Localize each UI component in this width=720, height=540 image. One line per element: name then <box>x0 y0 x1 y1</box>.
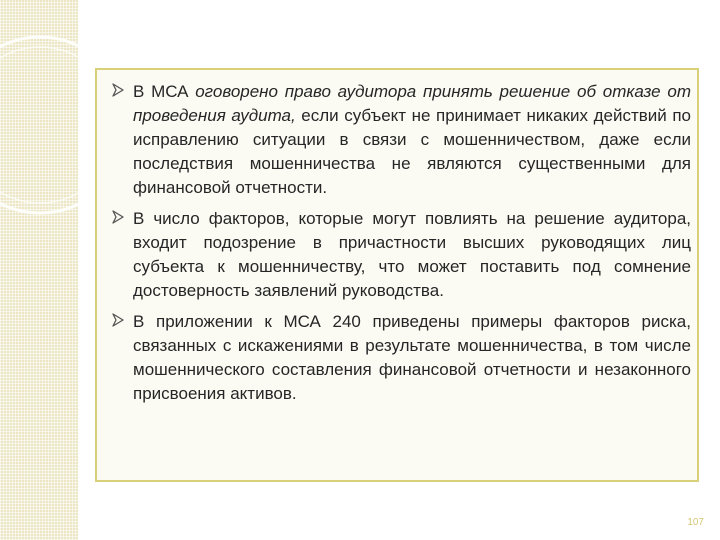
bullet-item-1 <box>111 80 691 200</box>
arrow-bullet-icon <box>111 210 125 224</box>
bullet-text-1: В МСА оговорено право аудитора принять решение об отказе от проведения аудита, если субъект не принимает никаких действий по исправлению ситуации в связи с мошенничеством, даже если последствия мошенничества не являются существенными для финансовой отчетности. <box>133 82 691 197</box>
bullet-item-2 <box>111 207 691 303</box>
bullet-list <box>111 80 691 413</box>
arrow-bullet-icon <box>111 313 125 327</box>
content-box <box>95 68 699 482</box>
arrow-bullet-icon <box>111 83 125 97</box>
bullet-item-3 <box>111 310 691 406</box>
bullet-text-3: В приложении к МСА 240 приведены примеры факторов риска, связанных с искажениями в результате мошенничества, в том числе мошеннического составления финансовой отчетности и незаконного присвоения активов. <box>133 312 691 403</box>
page-number: 107 <box>687 517 704 528</box>
bullet-text-2: В число факторов, которые могут повлиять на решение аудитора, входит подозрение в причастности высших руководящих лиц субъекта к мошенничеству, что может поставить под сомнение достоверность заявлений руководства. <box>133 209 691 300</box>
